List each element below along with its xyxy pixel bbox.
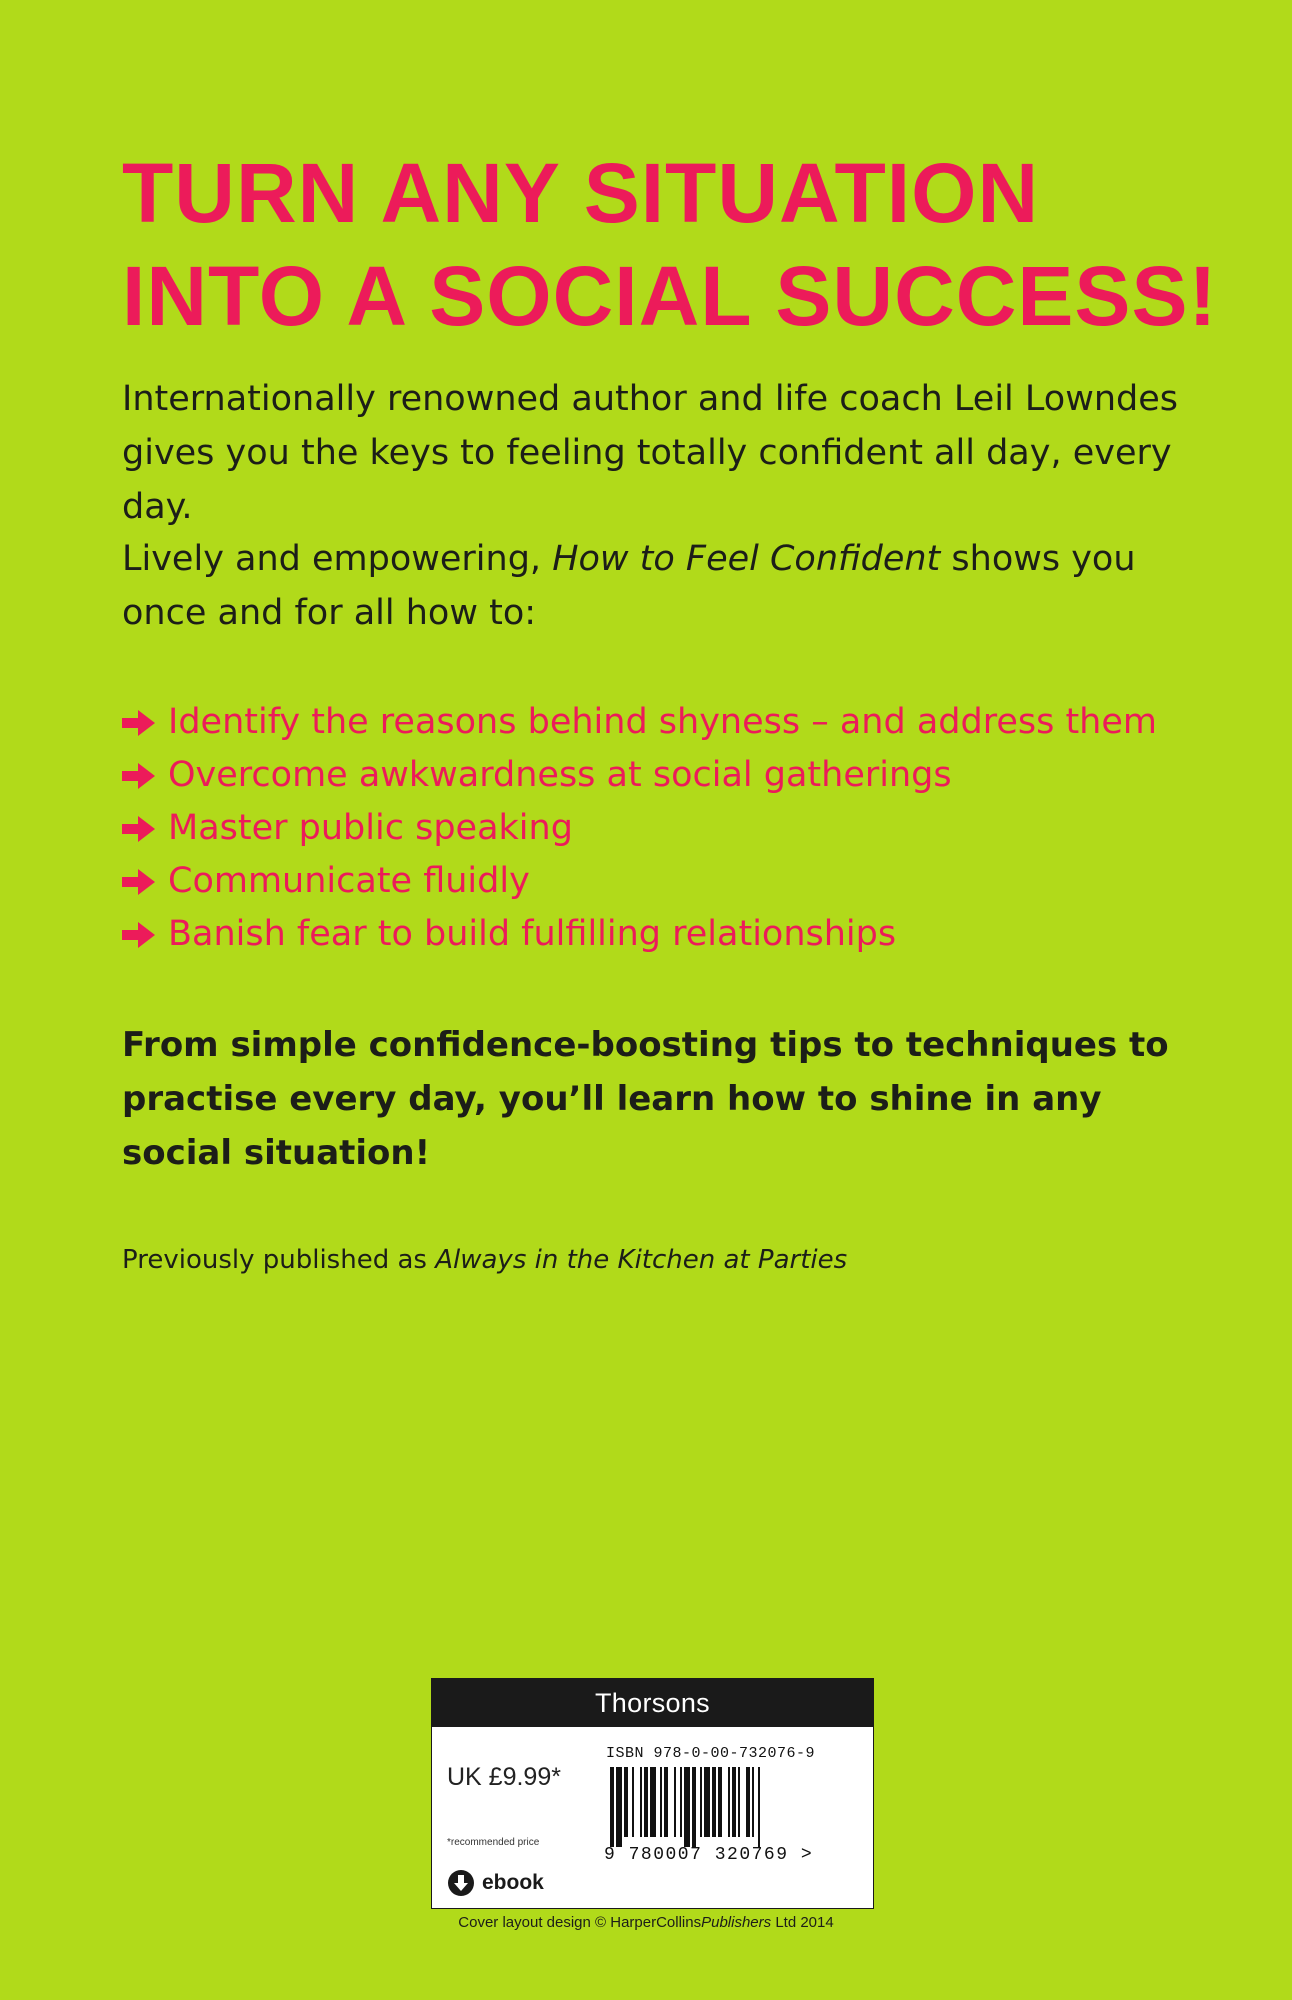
closing-paragraph: From simple confidence-boosting tips to techniques to practise every day, you’ll learn how to shine in any social situation!	[122, 1025, 1169, 1173]
cover-credit	[0, 1914, 1292, 1931]
list-item-text: Banish fear to build fulfilling relationships	[168, 914, 897, 954]
ebook-badge	[447, 1869, 544, 1897]
right-arrow-icon	[122, 815, 156, 843]
credit-text-after: Ltd 2014	[771, 1914, 834, 1931]
price-label: UK £9.99*	[447, 1763, 561, 1791]
barcode-bar	[650, 1767, 656, 1837]
book-title: How to Feel Confident	[552, 539, 941, 579]
barcode-bar	[732, 1767, 736, 1837]
barcode-bar	[684, 1767, 690, 1847]
barcode-digits: 9 780007 320769 >	[604, 1845, 814, 1865]
headline	[122, 142, 1242, 348]
barcode-bar	[752, 1767, 754, 1837]
barcode-bar	[624, 1767, 628, 1837]
list-item	[122, 855, 1157, 908]
barcode-bar	[712, 1767, 716, 1837]
headline-line-1: TURN ANY SITUATION	[122, 146, 1040, 240]
barcode-bar	[660, 1767, 662, 1837]
headline-line-2: INTO A SOCIAL SUCCESS!	[122, 249, 1218, 343]
credit-italic: Publishers	[701, 1914, 772, 1931]
download-circle-icon	[447, 1869, 475, 1897]
barcode-bar	[674, 1767, 676, 1837]
barcode-bar	[644, 1767, 648, 1837]
list-item-text: Master public speaking	[168, 808, 573, 848]
intro-paragraph: Internationally renowned author and life coach Leil Lowndes gives you the keys to feeling totally confident all day, every day.	[122, 379, 1178, 527]
list-item-text: Overcome awkwardness at social gatherings	[168, 755, 952, 795]
list-item	[122, 802, 1157, 855]
barcode-panel	[431, 1678, 874, 1909]
publisher-name: Thorsons	[432, 1679, 873, 1727]
barcode-bar	[664, 1767, 668, 1837]
right-arrow-icon	[122, 868, 156, 896]
barcode-bar	[704, 1767, 710, 1837]
barcode-bar	[718, 1767, 722, 1837]
right-arrow-icon	[122, 921, 156, 949]
ebook-label: ebook	[482, 1871, 544, 1894]
barcode-bar	[746, 1767, 750, 1837]
previously-published-note	[122, 1240, 847, 1280]
barcode-bar	[610, 1767, 614, 1847]
lively-paragraph	[122, 532, 1222, 640]
previously-text: Previously published as	[122, 1245, 436, 1275]
previous-title: Always in the Kitchen at Parties	[435, 1245, 848, 1275]
barcode-bar	[738, 1767, 740, 1837]
barcode-bar	[728, 1767, 730, 1837]
recommended-price-note: *recommended price	[447, 1837, 540, 1848]
barcode-bar	[616, 1767, 622, 1847]
list-item	[122, 749, 1157, 802]
right-arrow-icon	[122, 709, 156, 737]
list-item	[122, 696, 1157, 749]
barcode-bar	[640, 1767, 642, 1837]
lively-text-after: shows you once and for all how to:	[122, 539, 1136, 633]
barcode-bar	[692, 1767, 696, 1847]
list-item-text: Identify the reasons behind shyness – and address them	[168, 702, 1157, 742]
barcode-image	[596, 1767, 856, 1847]
barcode-bar	[632, 1767, 634, 1837]
right-arrow-icon	[122, 762, 156, 790]
barcode-bar	[758, 1767, 760, 1847]
list-item	[122, 908, 1157, 961]
list-item-text: Communicate fluidly	[168, 861, 530, 901]
isbn-label: ISBN 978-0-00-732076-9	[606, 1745, 816, 1762]
barcode-bar	[700, 1767, 702, 1837]
barcode-bar	[680, 1767, 682, 1837]
benefits-list	[122, 696, 1157, 961]
lively-text-before: Lively and empowering,	[122, 539, 553, 579]
credit-text-before: Cover layout design © HarperCollins	[458, 1914, 702, 1931]
